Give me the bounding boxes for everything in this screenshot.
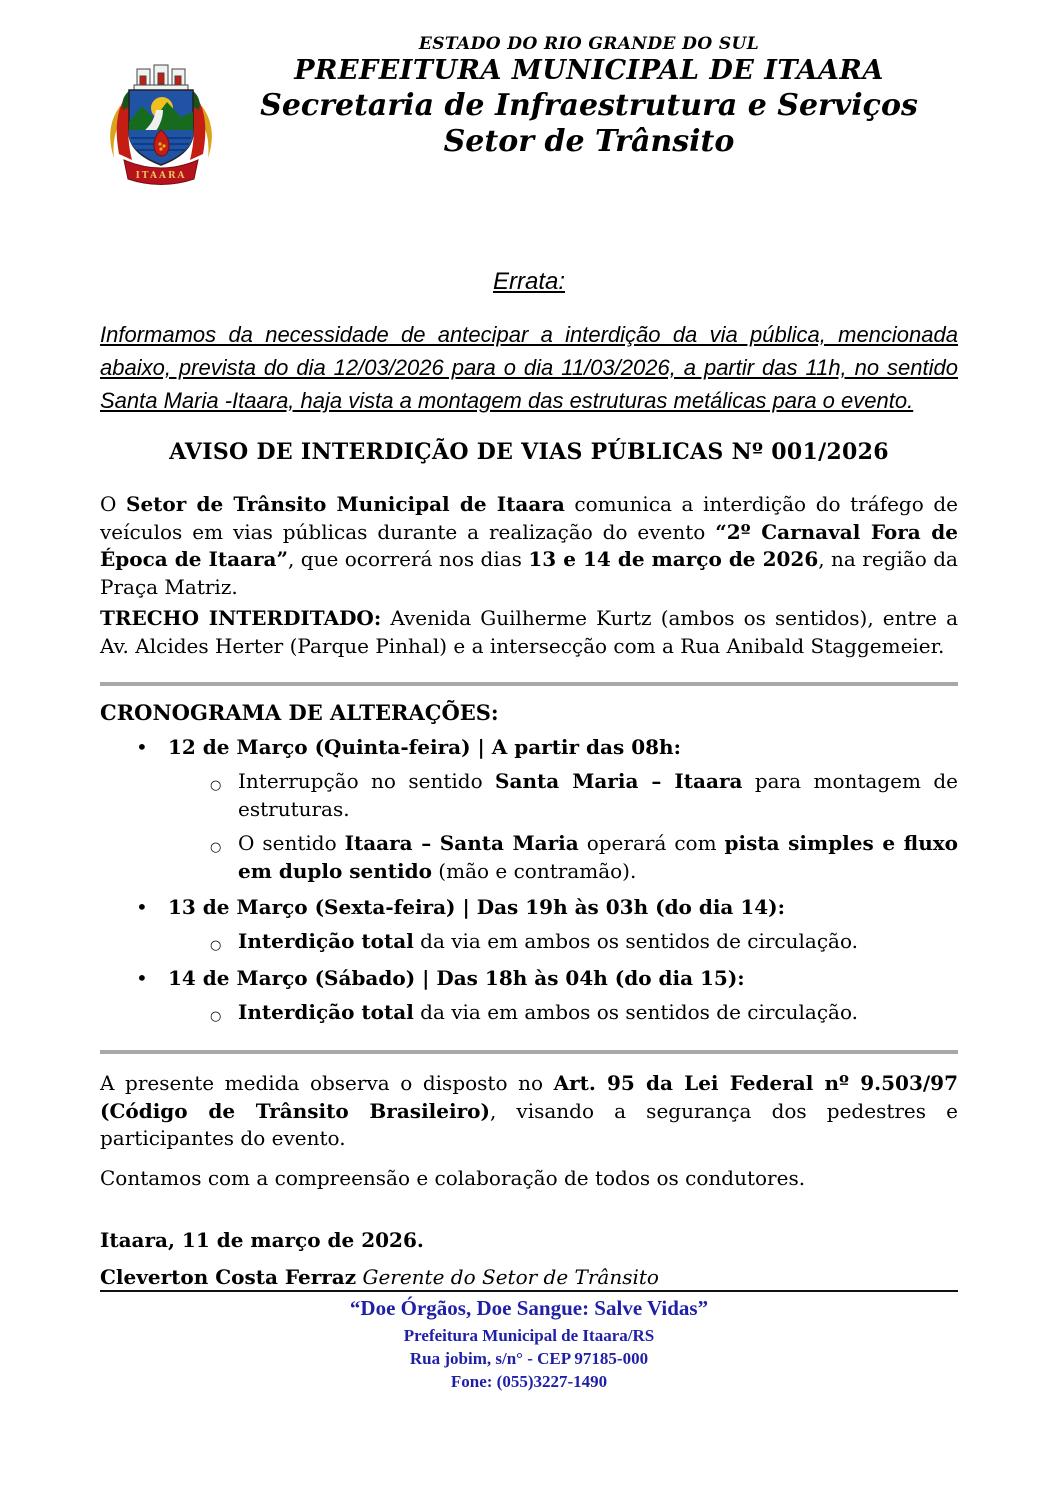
crest-emblem-dot — [158, 142, 161, 145]
municipal-coat-of-arms-icon — [96, 56, 226, 194]
legal-paragraph — [100, 1070, 958, 1153]
footer-organization: Prefeitura Municipal de Itaara/RS — [403, 1326, 655, 1345]
crest-banner-label: ITAARA — [135, 171, 187, 181]
department-line: Setor de Trânsito — [443, 124, 735, 160]
text-segment: A presente medida observa o disposto no — [100, 1071, 554, 1095]
text-segment: (mão e contramão). — [431, 858, 637, 883]
trecho-paragraph — [100, 605, 958, 660]
state-line: ESTADO DO RIO GRANDE DO SUL — [418, 34, 760, 54]
text-segment: da via em ambos os sentidos de circulação. — [413, 929, 858, 953]
intro-paragraph — [100, 491, 958, 601]
cronograma-subitem — [100, 830, 958, 885]
cronograma-heading: CRONOGRAMA DE ALTERAÇÕES: — [100, 700, 499, 725]
cooperation-paragraph: Contamos com a compreensão e colaboração de todos os condutores. — [100, 1165, 806, 1190]
date-line: Itaara, 11 de março de 2026. — [100, 1228, 424, 1252]
signature-line — [100, 1265, 958, 1289]
cronograma-subitem — [100, 999, 958, 1027]
text-segment: Interdição total — [238, 999, 414, 1024]
signer-role: Gerente do Setor de Trânsito — [362, 1265, 659, 1289]
footer-address: Rua jobim, s/n° - CEP 97185-000 — [409, 1349, 649, 1368]
section-divider — [100, 1050, 958, 1054]
errata-heading: Errata: — [492, 268, 566, 295]
municipality-line: PREFEITURA MUNICIPAL DE ITAARA — [294, 55, 884, 87]
text-segment: , na região da Praça Matriz. — [100, 547, 958, 599]
text-segment: “2º Carnaval Fora de Época de Itaara” — [100, 519, 958, 571]
crest-emblem-dot — [162, 144, 165, 147]
secretariat-line: Secretaria de Infraestrutura e Serviços — [260, 87, 918, 123]
errata-paragraph: Informamos da necessidade de antecipar a interdição da via pública, mencionada abaixo, prevista do dia 12/03/2026 para o dia 11/03/2026, a partir das 11h, no sentido Santa Maria -Itaara, haja vista a montagem das estruturas metálicas para o evento. — [100, 322, 958, 413]
text-segment: Interdição total — [238, 929, 414, 953]
footer-rule — [100, 1290, 958, 1292]
text-segment: para montagem de estruturas. — [238, 769, 958, 821]
text-segment: Avenida Guilherme Kurtz (ambos os sentidos), entre a Av. Alcides Herter (Parque Pinhal) e a intersecção com a Rua Anibald Staggemeier. — [100, 606, 958, 658]
text-segment: operará com — [578, 831, 725, 855]
cronograma-subitem — [100, 768, 958, 823]
section-divider — [100, 682, 958, 686]
text-segment: Interrupção no sentido — [238, 769, 496, 793]
footer-motto: “Doe Órgãos, Doe Sangue: Salve Vidas” — [349, 1296, 709, 1320]
text-segment: Setor de Trânsito Municipal de Itaara — [126, 492, 565, 516]
text-segment: 13 e 14 de março de 2026 — [528, 547, 819, 571]
text-segment: TRECHO INTERDITADO: — [100, 606, 382, 630]
footer-phone: Fone: (055)3227-1490 — [450, 1372, 608, 1391]
text-segment: Itaara – Santa Maria — [344, 831, 579, 855]
mural-crown-icon — [134, 65, 188, 90]
cronograma-item-title: • 13 de Março (Sexta-feira) | Das 19h às 03h (do dia 14): — [100, 894, 958, 921]
text-segment: , visando a segurança dos pedestres e participantes do evento. — [100, 1098, 958, 1150]
crest-emblem-dot — [159, 147, 162, 150]
text-segment: O sentido — [238, 831, 345, 855]
signer-name: Cleverton Costa Ferraz — [100, 1265, 357, 1289]
document-body — [100, 268, 958, 1289]
text-segment: Art. 95 da Lei Federal nº 9.503/97 (Código de Trânsito Brasileiro) — [100, 1071, 958, 1123]
letterhead — [0, 0, 1058, 232]
cronograma-item-title: • 12 de Março (Quinta-feira) | A partir das 08h: — [100, 734, 958, 761]
text-segment: da via em ambos os sentidos de circulação. — [413, 999, 858, 1024]
text-segment: O — [100, 492, 126, 516]
notice-title: AVISO DE INTERDIÇÃO DE VIAS PÚBLICAS Nº 001/2026 — [169, 439, 889, 465]
cronograma-item-title: • 14 de Março (Sábado) | Das 18h às 04h (do dia 15): — [100, 965, 958, 992]
text-segment: pista simples e fluxo em duplo sentido — [238, 831, 959, 883]
text-segment: comunica a interdição do tráfego de veículos em vias públicas durante a realização do evento — [100, 492, 958, 544]
page-footer — [100, 1290, 958, 1392]
text-segment: , que ocorrerá nos dias — [288, 547, 529, 571]
text-segment: Santa Maria – Itaara — [495, 769, 743, 793]
cronograma-subitem — [100, 928, 958, 956]
